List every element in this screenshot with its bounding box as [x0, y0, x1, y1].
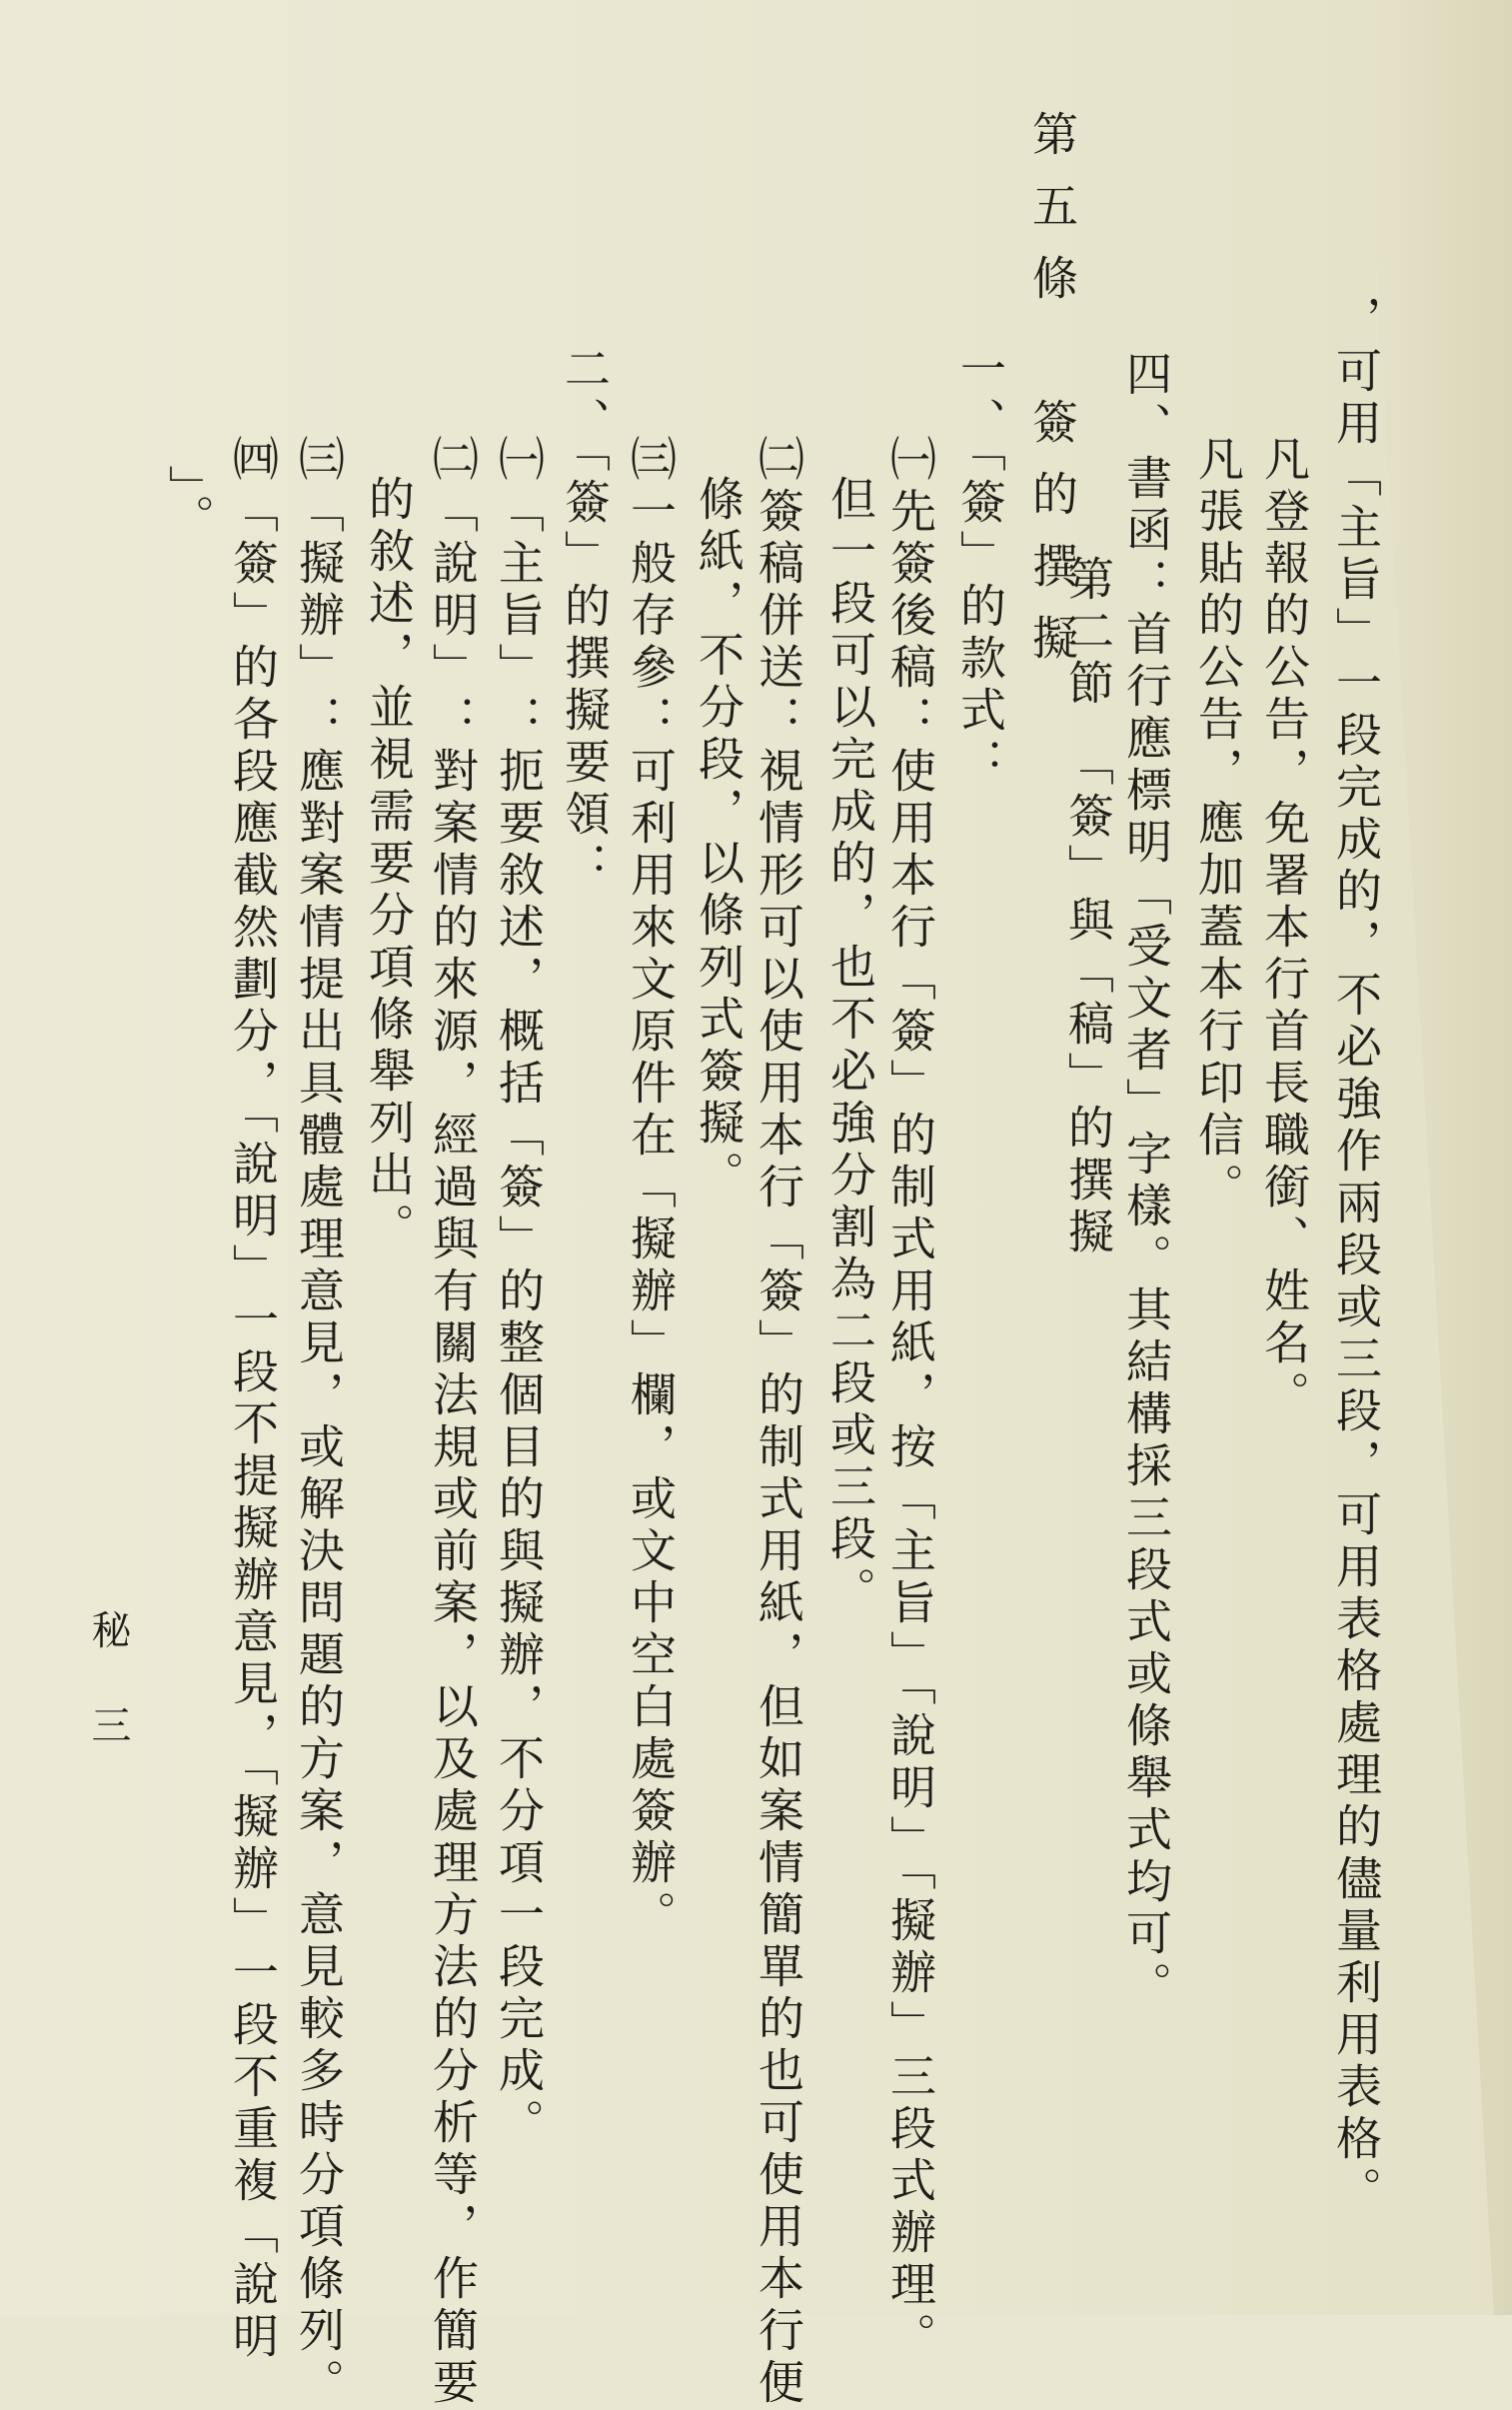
text-column-4: 四、書函：首行應標明「受文者」字樣。其結構採三段式或條舉式均可。 [1119, 350, 1173, 2013]
text-column-15: 」。 [162, 465, 216, 546]
text-column-11: ㈡「說明」：對案情的來源，經過與有關法規或前案，以及處理方法的分析等，作簡要 [426, 435, 480, 2410]
text-column-1: ，可用「主旨」一段完成的，不必強作兩段或三段，可用表格處理的儘量利用表格。 [1329, 295, 1383, 2218]
text-column-8: 條紙，不分段，以條列式簽擬。 [692, 475, 746, 1203]
item1-heading: 一、「簽」的款式： [953, 345, 1007, 790]
text-column-9: ㈢一般存參：可利用來文原件在「擬辦」欄，或文中空白處簽辦。 [624, 435, 678, 1942]
text-column-7: ㈡簽稿併送：視情形可以使用本行「簽」的制式用紙，但如案情簡單的也可使用本行便 [752, 435, 805, 2410]
text-column-10: ㈠「主旨」：扼要敘述，概括「簽」的整個目的與擬辦，不分項一段完成。 [492, 435, 546, 2150]
footer-label: 秘 [85, 1609, 131, 1653]
page-number: 三 [85, 1704, 131, 1748]
text-column-2: 凡登報的公告，免署本行首長職銜、姓名。 [1257, 435, 1311, 1422]
text-column-14: ㈣「簽」的各段應截然劃分，「說明」一段不提擬辦意見，「擬辦」一段不重複「說明 [226, 435, 280, 2364]
text-column-12: 的敘述，並視需要分項條舉列出。 [362, 475, 416, 1254]
text-column-6: 但一段可以完成的，也不必強分割為二段或三段。 [823, 475, 877, 1618]
text-column-13: ㈢「擬辦」：應對案情提出具體處理意見，或解決問題的方案，意見較多時分項條列。 [292, 435, 346, 2410]
article-heading: 第五條 簽的撰擬 [1025, 110, 1079, 686]
item2-heading: 二、「簽」的撰擬要領： [558, 345, 612, 894]
text-column-3: 凡張貼的公告，應加蓋本行印信。 [1191, 435, 1245, 1214]
text-column-5: ㈠先簽後稿：使用本行「簽」的制式用紙，按「主旨」「說明」「擬辦」三段式辦理。 [883, 435, 937, 2364]
section-heading: 第二節 「簽」與「稿」的撰擬 [1061, 555, 1115, 1259]
